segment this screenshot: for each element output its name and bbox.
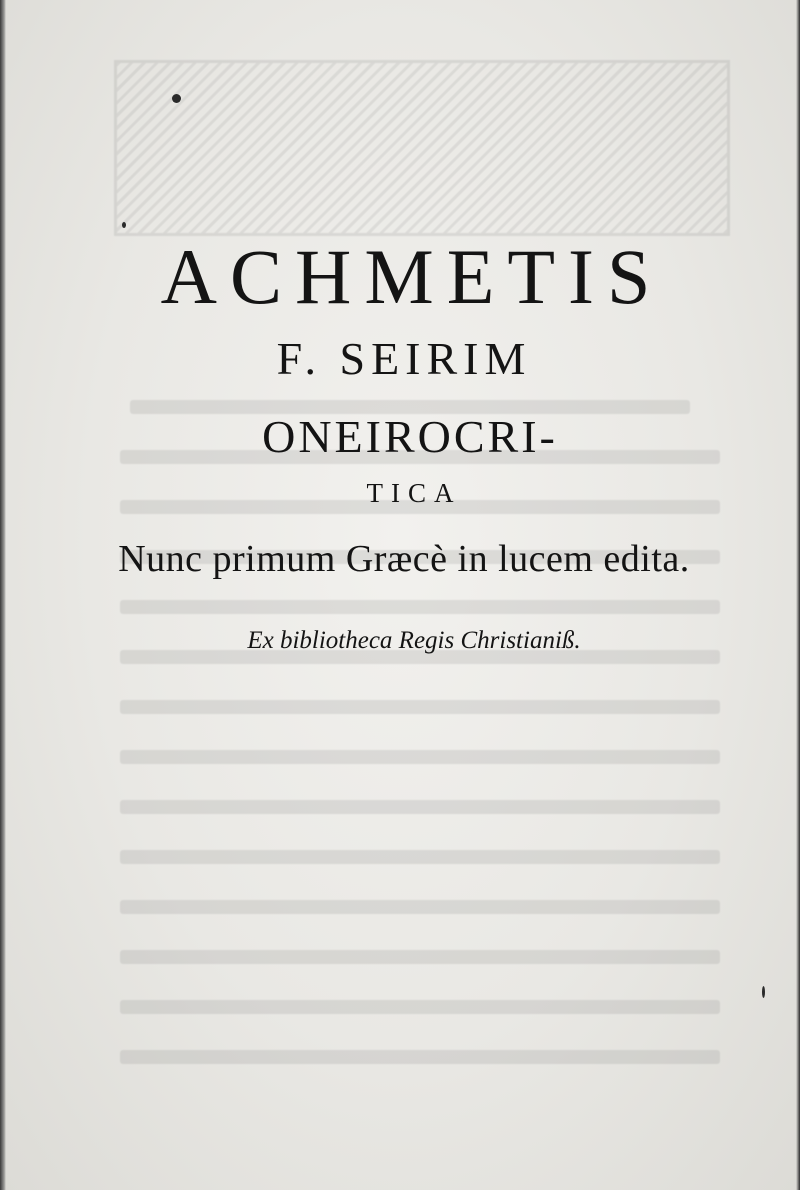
author-name: ACHMETIS bbox=[160, 233, 664, 320]
edition-subtitle: Nunc primum Græcè in lucem edita. bbox=[118, 538, 690, 580]
author-patronymic: F. SEIRIM bbox=[276, 333, 532, 384]
work-title-line-2: TICA bbox=[366, 478, 462, 508]
work-title-line-1: ONEIROCRI- bbox=[262, 411, 558, 462]
provenance-line: Ex bibliotheca Regis Christianiß. bbox=[247, 627, 581, 654]
